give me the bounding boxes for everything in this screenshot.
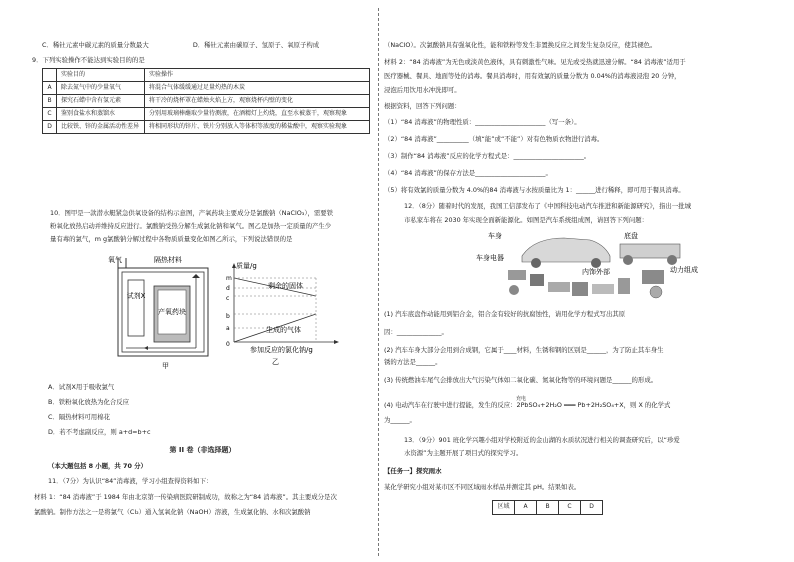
q11-line: 氯酸钠。制作方法之一是将氯气（Cl₂）通入氢氧化钠（NaOH）溶液，生成氯化钠、水和次氯酸钠 [34,508,311,516]
q12-sub-4: (4) 电动汽车在行驶中进行提能，发生的反应：2PbSO₄+2H₂O ═══ Pb+2H₂SO₄+X，则 X 的化学式 [384,401,671,409]
q11-sub-4: （4）“84 消毒液”的保存方法是______________________。 [384,169,552,177]
q10-option-c: C．隔热材料可用棉花 [48,413,110,421]
tick-label: 0 [226,341,230,348]
wheel-icon [591,258,601,268]
table-row [43,95,370,108]
arrow-icon [334,340,339,344]
q11-line: （NaClO）。次氯酸钠具有强氧化性，能和铁粉等发生非置换反应之间发生复杂反应，使其褪色。 [384,41,657,49]
engine-icon [642,270,664,284]
part-icon [508,270,526,280]
table-header-cell: 区域 [493,501,515,515]
q11-line: 材料 2：“84 消毒液”为无色或淡黄色液体，具有刺激性气味。见光或受热就迅速分解。“84 消毒液”适用于 [384,58,686,66]
q11-line: 浸泡后用饮用水冲洗即可。 [384,86,461,94]
label-body: 车身 [488,232,502,240]
table-cell: 比较铁、锌的金属活动性差异 [57,121,145,134]
table-cell: B [43,95,57,108]
label-reagent: 试剂X [126,292,146,300]
section-title: 第 II 卷（非选择题） [169,446,236,454]
y-axis-label: 质量/g [236,262,257,270]
q12-sub-2-cont: 锈的方法是______。 [384,358,442,366]
table-row [43,108,370,121]
q11-line: 11．（7分）为认识“84”消毒液，学习小组查得资料如下： [48,477,213,485]
column-divider [378,8,379,556]
q10-option-d: D．若不考虑副反应，则 a+d=b+c [48,428,151,436]
tick-label: d [226,285,230,292]
q10-line: 10．图甲是一款潜水艇紧急供氧设备的结构示意图，产氧药块主要成分是氯酸钠（NaClO₃），需要铁 [50,209,334,217]
q11-sub-1: （1）“84 消毒液”的物理性质：______________________（写一条）。 [384,118,581,126]
q11-sub-3: （3）制作“84 消毒液”反应的化学方程式是：______________________。 [384,152,591,160]
table-cell: D [43,121,57,134]
label-insulation: 隔热材料 [154,256,182,264]
table-header-cell: A [515,501,537,515]
q12-sub-3: (3) 传统燃油车尾气会排放出大气污染气体如二氧化碳、氮氧化物等的环境问题是______的形成。 [384,376,658,384]
table-cell: 将干冷的烧杯罩在蜡烛火焰上方，观察烧杯内壁的变化 [145,95,370,108]
table-cell: 探究石蜡中含有氢元素 [57,95,145,108]
q12-sub-1-cont: 因：______________。 [384,328,448,336]
left-column [30,0,375,562]
table-cell: 将混合气体缓缓通过足量灼热的木炭 [145,82,370,95]
label-power: 动力组成 [670,266,698,274]
tick-label: c [226,295,230,302]
table-header-cell: C [559,501,581,515]
q13-line: 水资源”为主题开展了项目式的探究学习。 [404,449,523,457]
q10-option-a: A．试剂X用于吸收氯气 [48,383,115,391]
part-icon [509,285,519,295]
label-caption-yi: 乙 [272,358,279,366]
table-header-cell: D [581,501,603,515]
arrow-icon [144,346,148,350]
wheel-icon [667,255,677,265]
task-one-text: 某化学研究小组对某市区不同区域雨水样品并测定其 pH。结果如表。 [384,483,581,491]
q9-title: 9．下列实验操作不能达到实验目的的是 [32,56,145,64]
part-icon [548,282,570,292]
q11-sub-2: （2）“84 消毒液”__________（填“能”或“不能”）对有色物质衣物进行消毒。 [384,135,604,143]
wheel-icon [531,258,541,268]
q12-sub-4-cont: 为______。 [384,416,416,424]
tick-label: m [226,275,232,282]
arrow-icon [192,274,200,278]
reagent-tube [128,280,144,336]
label-residue: 剩余的固体 [268,282,303,290]
table-row [43,82,370,95]
q12-sub-2: (2) 汽车车身大部分会用到合成钢，它属于____材料，生锈和钢的区别是______，为了防止其车身生 [384,346,664,354]
label-chassis: 底盘 [624,232,638,240]
tick-label: a [226,325,230,332]
q8-option-d: D．稀钍元素由碳原子、氢原子、氧原子构成 [192,41,320,49]
q11-sub-5: （5）将有效氯的质量分数为 4.0%的84 消毒液与水按质量比为 1：______进行稀释，即可用于餐具消毒。 [384,186,685,194]
table-header-cell [43,69,57,82]
table-cell: A [43,82,57,95]
task-one-title: 【任务一】探究雨水 [384,467,442,475]
seat-icon [572,282,588,296]
part-icon [530,274,544,286]
label-oxygen: 氧气 [108,256,122,264]
table-cell: 将相同形状的锌片、铁片分别放入等体积等浓度的稀盐酸中，观察实验现象 [145,121,370,134]
q12-sub-1: (1) 汽车底盘作动能用到铝合金，铝合金有较好的抗腐蚀性，请用化学方程式写出其原 [384,310,626,318]
wheel-icon [623,255,633,265]
q11-line: 材料 1：“84 消毒液”于 1984 年由北京第一传染病医院研制成功，故称之为“84 消毒液”。其主要成分是次 [34,493,337,501]
table-header-cell: 实验操作 [145,69,370,82]
table-cell: 分别用玻璃棒蘸取少量待测液，在酒精灯上灼烧，直至水被蒸干，观察现象 [145,108,370,121]
right-column [384,0,768,562]
regions-table [492,500,603,515]
label-gas: 生成的气体 [266,326,301,334]
table-cell: 鉴别食盐水和蒸馏水 [57,108,145,121]
table-header-cell: B [537,501,559,515]
q8-options [42,41,375,50]
tick-label: b [226,313,230,320]
table-row [43,121,370,134]
table-cell: C [43,108,57,121]
label-electrics: 车身电器 [476,254,504,262]
q10-line: 量有毒的氯气，m g氯酸钠分解过程中各物质质量变化如图乙所示，下列说法错误的是 [50,235,293,243]
x-axis-label: 参加反应的氯化钠/g [250,346,313,354]
figure-car-system [474,226,714,304]
q11-line: 医疗器械、餐具、地面等处的消毒。餐具消毒时，用有效氯的质量分数为 0.04%的消毒液浸泡 20 分钟， [384,72,681,80]
q8-option-c: C．稀钍元素中碳元素的质量分数最大 [42,41,149,49]
gear-icon [650,286,662,298]
label-block: 产氧药块 [158,308,186,316]
label-caption-jia: 甲 [162,362,169,370]
table-header-row [43,69,370,82]
table-header-row [493,501,603,515]
q10-option-b: B．铁粉氧化放热为化合反应 [48,398,130,406]
figure-yi [216,252,356,370]
table-header-cell: 实验目的 [57,69,145,82]
q10-line: 粉氧化放热启动并维持反应进行。氯酸钠受热分解生成氯化钠和氧气。图乙是加热一定质量的产生少 [50,222,332,230]
q12-line: 12．（8分）随着时代的发展，我国工信部发布了《中国科技电动汽车推进和新能源研究》，指出一批城 [404,202,691,210]
door-icon [618,278,630,294]
q11-line: 根据资料，回答下列问题： [384,102,461,110]
q9-table [42,68,370,134]
panel-icon [592,284,614,294]
reaction-condition: 充电 [516,396,527,402]
q13-line: 13．（9分）901 班化学兴趣小组对学校附近的金山湖的水质状况进行相关的调查研究后，以“珍爱 [404,436,680,444]
table-cell: 除去氮气中的少量氧气 [57,82,145,95]
section-subtitle: （本大题包括 8 小题，共 70 分） [48,462,147,470]
q12-line: 市私家车将在 2030 年实现全面新能源化。如图是汽车系统组成图，请回答下列问题： [404,216,648,224]
label-interior: 内饰外部 [582,268,610,276]
